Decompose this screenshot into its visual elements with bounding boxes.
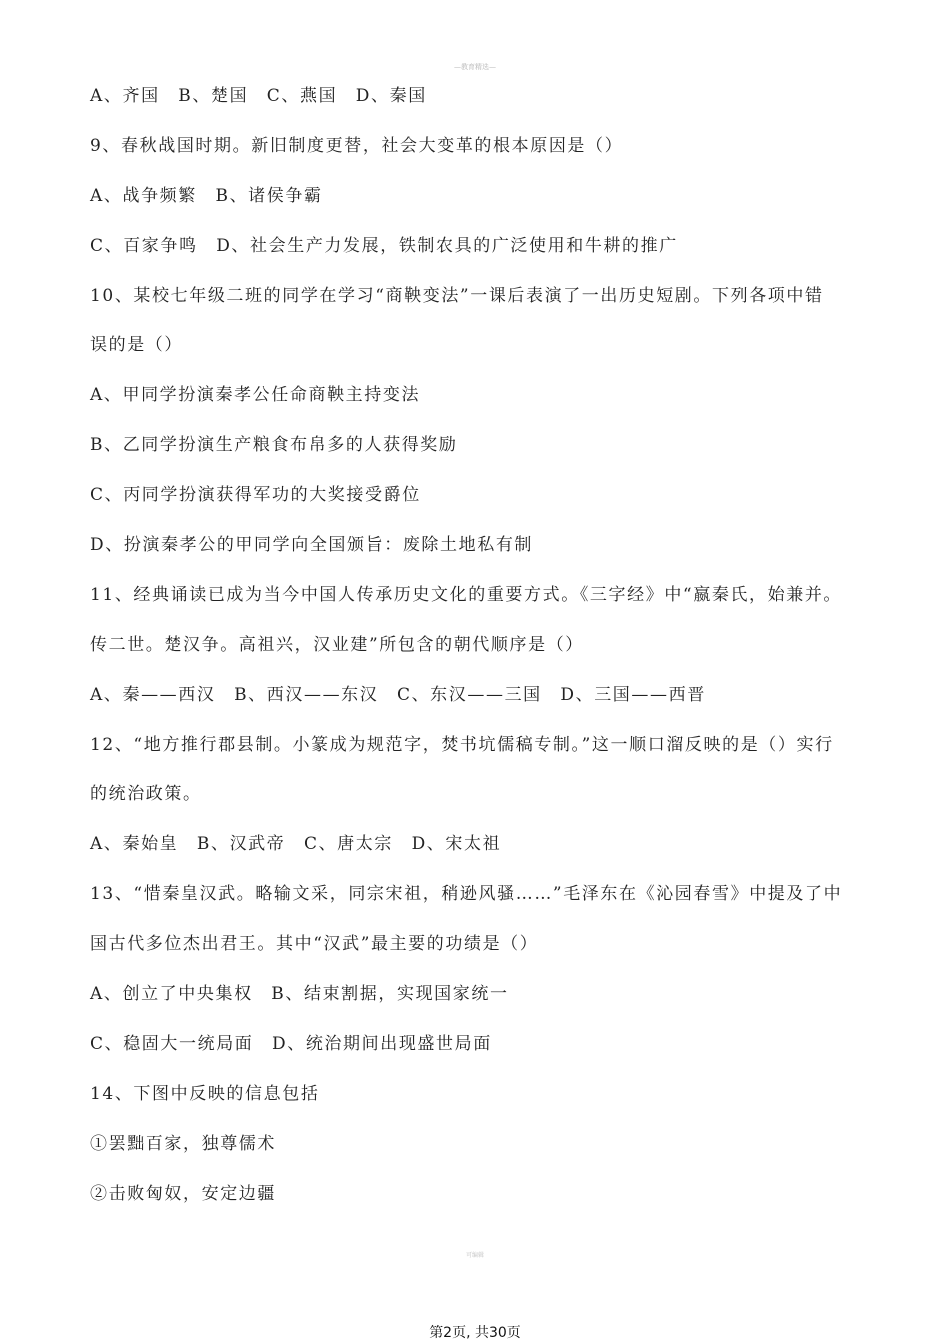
options-q9-ab: A、战争频繁 B、诸侯争霸 (90, 185, 323, 206)
question-10-cont: 误的是（） (90, 335, 183, 356)
options-q13-ab: A、创立了中央集权 B、结束割据，实现国家统一 (90, 984, 509, 1005)
question-13-cont: 国古代多位杰出君王。其中“汉武”最主要的功绩是（） (90, 934, 539, 955)
footer-watermark: 可编辑 (465, 1252, 484, 1259)
statement-1: ①罢黜百家，独尊儒术 (90, 1133, 276, 1154)
option-line-q8: A、齐国 B、楚国 C、燕国 D、秦国 (90, 86, 427, 106)
header-watermark: —教育精选— (454, 63, 496, 71)
question-12: 12、“地方推行郡县制。小篆成为规范字，焚书坑儒稿专制。”这一顺口溜反映的是（）实行 (90, 734, 834, 755)
option-q10-a: A、甲同学扮演秦孝公任命商鞅主持变法 (90, 385, 421, 406)
statement-2: ②击败匈奴，安定边疆 (90, 1183, 276, 1204)
option-q10-c: C、丙同学扮演获得军功的大奖接受爵位 (90, 485, 421, 506)
question-12-cont: 的统治政策。 (90, 784, 202, 805)
options-q13-cd: C、稳固大一统局面 D、统治期间出现盛世局面 (90, 1033, 492, 1054)
question-14: 14、下图中反映的信息包括 (90, 1083, 320, 1104)
question-11: 11、经典诵读已成为当今中国人传承历史文化的重要方式。《三字经》中“嬴秦氏，始兼并。 (90, 584, 843, 605)
page-number: 第2页, 共30页 (429, 1325, 521, 1341)
options-q9-cd: C、百家争鸣 D、社会生产力发展，铁制农具的广泛使用和牛耕的推广 (90, 235, 678, 256)
document-body (90, 80, 865, 1227)
question-9: 9、春秋战国时期。新旧制度更替，社会大变革的根本原因是（） (90, 135, 624, 156)
options-q11: A、秦——西汉 B、西汉——东汉 C、东汉——三国 D、三国——西晋 (90, 684, 706, 705)
question-13: 13、“惜秦皇汉武。略输文采，同宗宋祖，稍逊风骚……”毛泽东在《沁园春雪》中提及了中 (90, 884, 843, 905)
options-q12: A、秦始皇 B、汉武帝 C、唐太宗 D、宋太祖 (90, 834, 502, 855)
question-11-cont: 传二世。楚汉争。高祖兴，汉业建”所包含的朝代顺序是（） (90, 634, 584, 655)
question-10: 10、某校七年级二班的同学在学习“商鞅变法”一课后表演了一出历史短剧。下列各项中错 (90, 285, 824, 306)
option-q10-b: B、乙同学扮演生产粮食布帛多的人获得奖励 (90, 435, 458, 456)
option-q10-d: D、扮演秦孝公的甲同学向全国颁旨：废除土地私有制 (90, 535, 534, 556)
